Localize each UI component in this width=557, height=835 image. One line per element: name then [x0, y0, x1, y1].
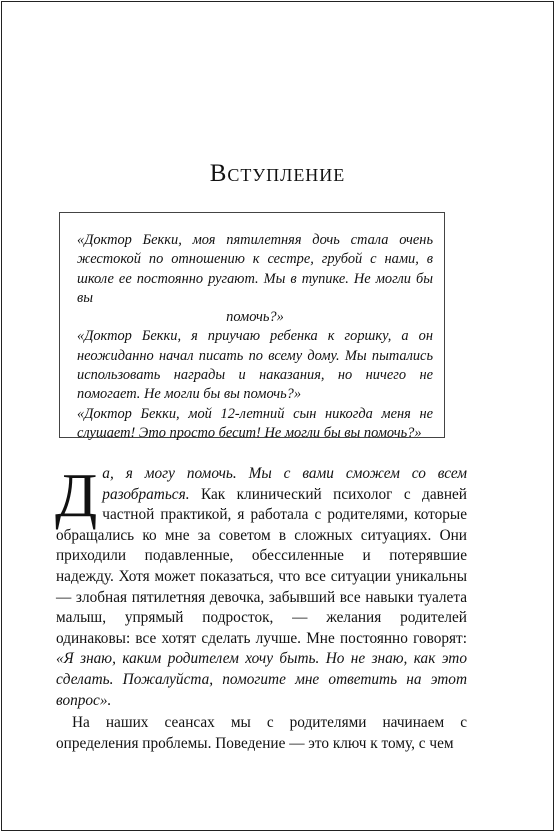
drop-cap: Д	[55, 462, 98, 530]
p1-italic-start: а, я могу помочь. Мы с вами сможем со всем разобраться.	[102, 465, 467, 503]
paragraph-1	[56, 464, 467, 711]
p1-text: Как клинический психолог с давней частной практикой, я работала с родителями, которые обращались ко мне за советом в сложных ситуациях. Они приходили подавленные, обессиленные и потерявшие надежду. Хотя может показаться, что все ситуации уникальны — злобная пятилетняя девочка, забывший все навыки туалета малыш, упрямый подросток, — желания родителей одинаковы: все хотят сделать лучше. Мне постоянно говорят:	[56, 485, 467, 647]
quote-box	[59, 212, 445, 441]
quote-2: «Доктор Бекки, я приучаю ребенка к горшку, а он неожиданно начал писать по всему дому. Мы пытались использовать награды и наказания, но ничего не помогает. Не могли бы вы помочь?»	[77, 328, 433, 403]
quote-3: «Доктор Бекки, мой 12-летний сын никогда меня не слушает! Это просто бесит! Не могли бы вы помочь?»	[77, 405, 433, 441]
body-text	[56, 464, 467, 754]
book-page	[1, 1, 554, 831]
quote-1: «Доктор Бекки, моя пятилетняя дочь стала очень жестокой по отношению к сестре, грубой с нами, в школе ее постоянно ругают. Мы в тупике. Не могли бы вы	[77, 232, 433, 306]
chapter-title: Вступление	[209, 160, 346, 187]
p1-italic-end: «Я знаю, каким родителем хочу быть. Но не знаю, как это сделать. Пожалуйста, помогите мне ответить на этот вопрос».	[56, 650, 467, 709]
quote-1-end: помочь?»	[226, 309, 284, 326]
paragraph-2: На наших сеансах мы с родителями начинаем с определения проблемы. Поведение — это ключ к тому, с чем	[56, 714, 467, 752]
